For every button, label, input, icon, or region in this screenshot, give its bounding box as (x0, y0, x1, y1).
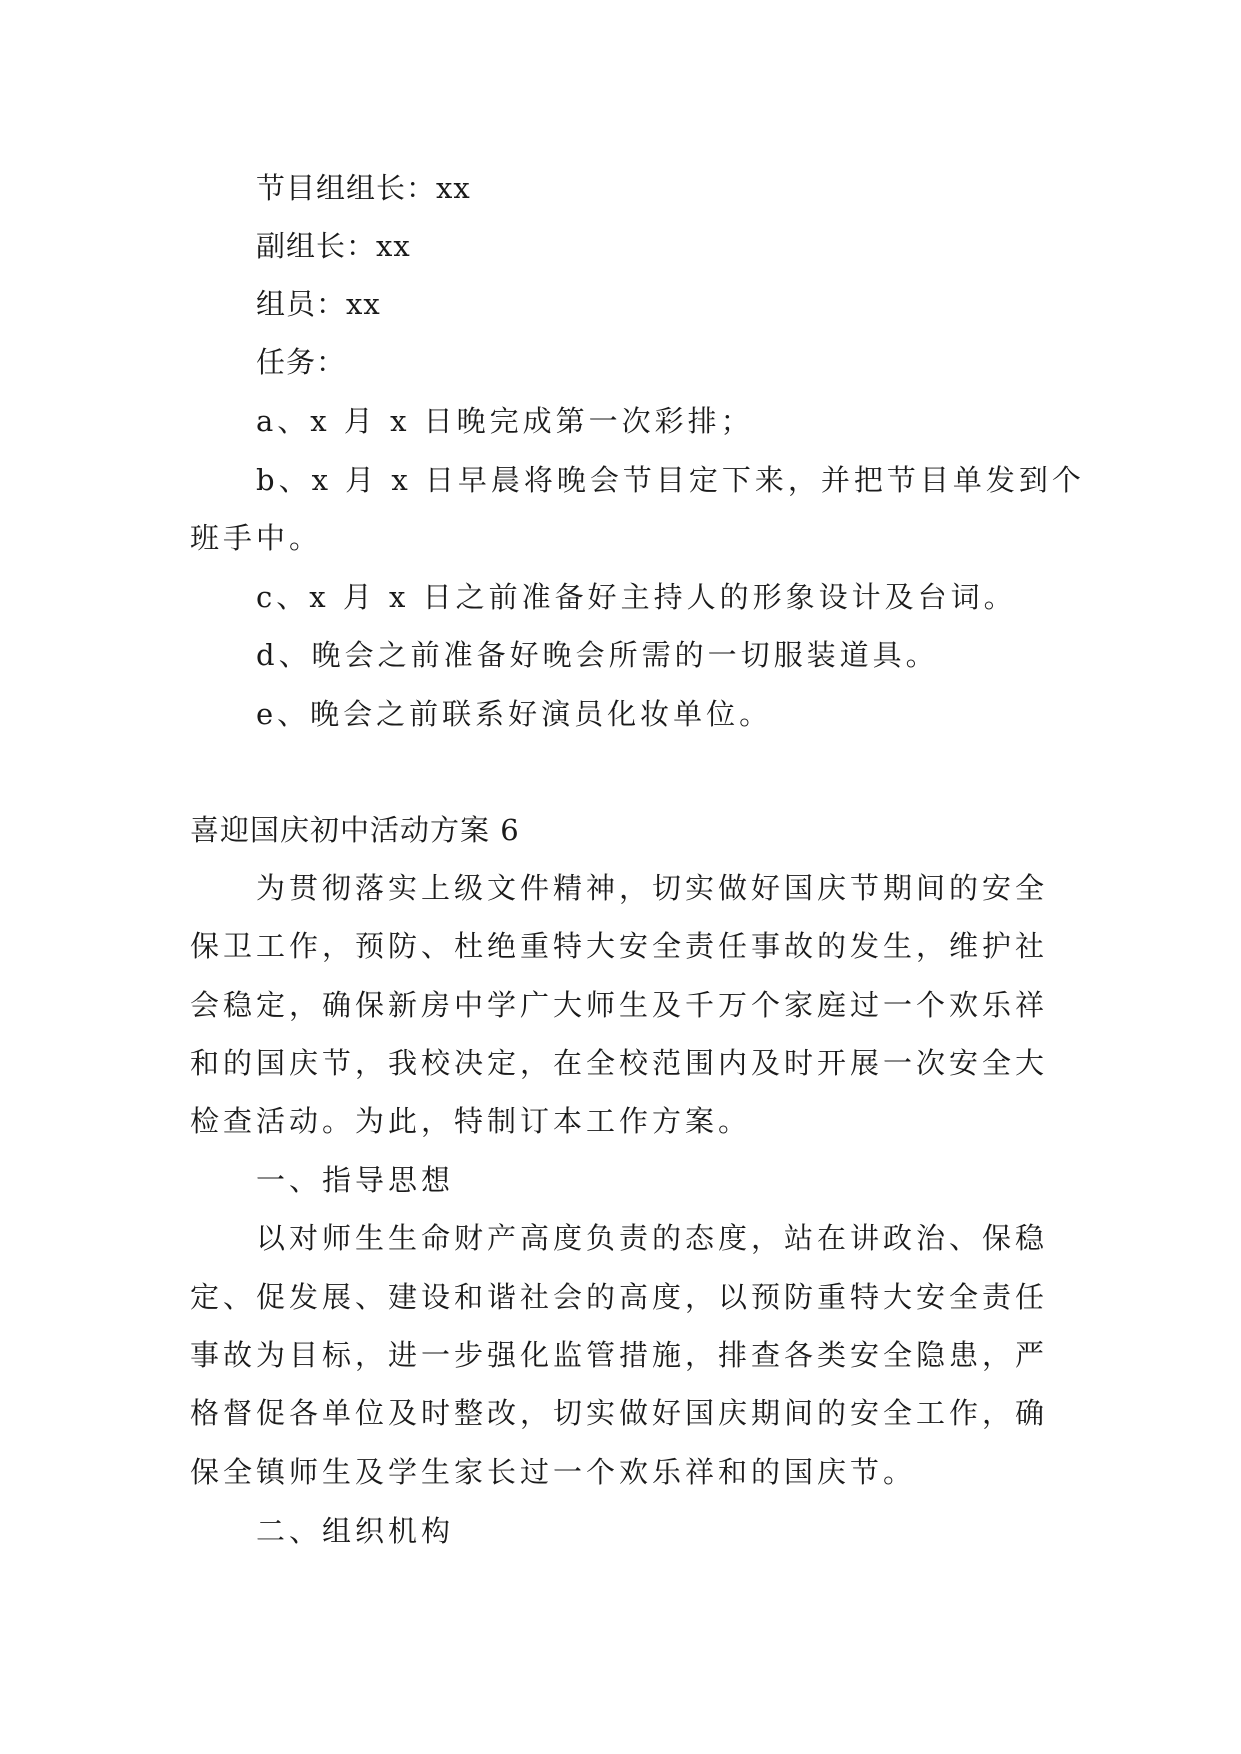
heading-organization: 二、组织机构 (256, 1514, 455, 1548)
task-c: c、x 月 x 日之前准备好主持人的形象设计及台词。 (256, 580, 1017, 614)
program-leader-line: 节目组组长：xx (256, 171, 471, 205)
section-title: 喜迎国庆初中活动方案 6 (190, 813, 520, 847)
guide-line4: 格督促各单位及时整改，切实做好国庆期间的安全工作，确 (190, 1396, 1049, 1430)
task-a: a、x 月 x 日晚完成第一次彩排； (256, 404, 754, 438)
guide-line3: 事故为目标，进一步强化监管措施，排查各类安全隐患，严 (190, 1338, 1049, 1372)
intro-line5: 检查活动。为此，特制订本工作方案。 (190, 1104, 752, 1138)
intro-line4: 和的国庆节，我校决定，在全校范围内及时开展一次安全大 (190, 1046, 1049, 1080)
task-e: e、晚会之前联系好演员化妆单位。 (256, 697, 773, 731)
guide-line1: 以对师生生命财产高度负责的态度，站在讲政治、保稳 (256, 1221, 1049, 1255)
guide-line2: 定、促发展、建设和谐社会的高度，以预防重特大安全责任 (190, 1280, 1049, 1314)
intro-line1: 为贯彻落实上级文件精神，切实做好国庆节期间的安全 (256, 871, 1049, 905)
heading-guiding-thought: 一、指导思想 (256, 1163, 455, 1197)
task-b-line2: 班手中。 (190, 521, 323, 555)
members-line: 组员：xx (256, 287, 381, 321)
deputy-leader-line: 副组长：xx (256, 229, 411, 263)
intro-line3: 会稳定，确保新房中学广大师生及千万个家庭过一个欢乐祥 (190, 988, 1049, 1022)
tasks-label: 任务： (256, 345, 347, 379)
intro-line2: 保卫工作，预防、杜绝重特大安全责任事故的发生，维护社 (190, 929, 1049, 963)
task-d: d、晚会之前准备好晚会所需的一切服装道具。 (256, 638, 939, 672)
guide-line5: 保全镇师生及学生家长过一个欢乐祥和的国庆节。 (190, 1455, 917, 1489)
task-b-line1: b、x 月 x 日早晨将晚会节目定下来，并把节目单发到个 (256, 463, 1085, 497)
